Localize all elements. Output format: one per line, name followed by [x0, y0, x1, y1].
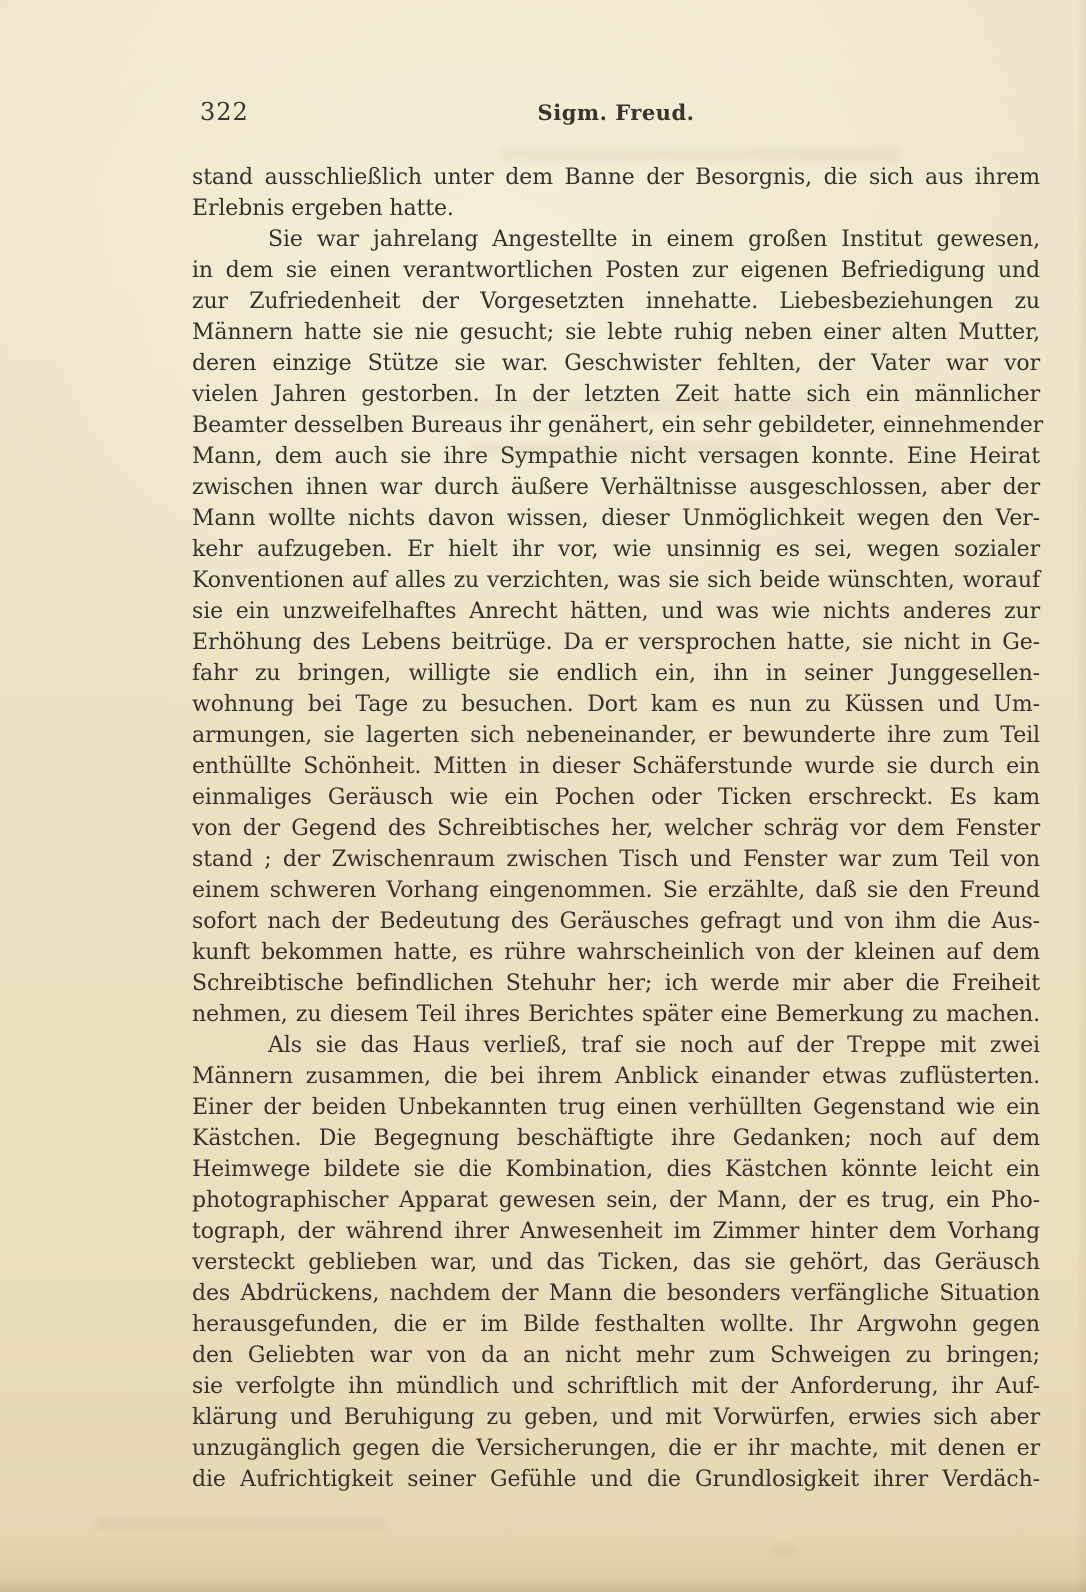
bleed-through-ghost [96, 1519, 386, 1530]
page-header [192, 98, 1040, 128]
scan-edge-bottom [0, 1578, 1086, 1592]
text-line: Sie war jahrelang Angestellte in einem großen Institut gewesen, [268, 227, 1040, 252]
text-line: wohnung bei Tage zu besuchen. Dort kam es nun zu Küssen und Um- [192, 692, 1040, 717]
running-title: Sigm. Freud. [537, 100, 695, 125]
text-line: stand ausschließlich unter dem Banne der Besorgnis, die sich aus ihrem [192, 165, 1040, 190]
text-line: tograph, der während ihrer Anwesenheit im Zimmer hinter dem Vorhang [192, 1219, 1040, 1244]
text-line: Erhöhung des Lebens beitrüge. Da er versprochen hatte, sie nicht in Ge- [192, 630, 1040, 655]
text-line: stand ; der Zwischenraum zwischen Tisch und Fenster war zum Teil von [192, 847, 1040, 872]
text-line: photographischer Apparat gewesen sein, der Mann, der es trug, ein Pho- [192, 1188, 1040, 1213]
text-line: versteckt geblieben war, und das Ticken, das sie gehört, das Geräusch [192, 1250, 1040, 1275]
text-line: die Aufrichtigkeit seiner Gefühle und die Grundlosigkeit ihrer Verdäch- [192, 1467, 1040, 1492]
text-line: fahr zu bringen, willigte sie endlich ein, ihn in seiner Junggesellen- [192, 661, 1040, 686]
text-line: Erlebnis ergeben hatte. [192, 196, 454, 221]
text-line: einmaliges Geräusch wie ein Pochen oder Ticken erschreckt. Es kam [192, 785, 1040, 810]
text-line: sie ein unzweifelhaftes Anrecht hätten, und was wie nichts anderes zur [192, 599, 1040, 624]
text-line: kehr aufzugeben. Er hielt ihr vor, wie unsinnig es sei, wegen sozialer [192, 537, 1040, 562]
text-line: den Geliebten war von da an nicht mehr zum Schweigen zu bringen; [192, 1343, 1040, 1368]
text-line: sofort nach der Bedeutung des Geräusches gefragt und von ihm die Aus- [192, 909, 1040, 934]
text-line: Als sie das Haus verließ, traf sie noch auf der Treppe mit zwei [268, 1033, 1040, 1058]
text-line: Männern zusammen, die bei ihrem Anblick einander etwas zuflüsterten. [192, 1064, 1040, 1089]
text-line: kunft bekommen hatte, es rühre wahrscheinlich von der kleinen auf dem [192, 940, 1040, 965]
text-line: des Abdrückens, nachdem der Mann die besonders verfängliche Situation [192, 1281, 1040, 1306]
text-line: klärung und Beruhigung zu geben, und mit Vorwürfen, erwies sich aber [192, 1405, 1040, 1430]
text-line: enthüllte Schönheit. Mitten in dieser Schäferstunde wurde sie durch ein [192, 754, 1040, 779]
body-text [192, 162, 1044, 1495]
page-number: 322 [200, 98, 249, 126]
text-line: Heimwege bildete sie die Kombination, dies Kästchen könnte leicht ein [192, 1157, 1040, 1182]
text-line: armungen, sie lagerten sich nebeneinander, er bewunderte ihre zum Teil [192, 723, 1040, 748]
text-line: Mann, dem auch sie ihre Sympathie nicht versagen konnte. Eine Heirat [192, 444, 1040, 469]
text-line: herausgefunden, die er im Bilde festhalten wollte. Ihr Argwohn gegen [192, 1312, 1040, 1337]
text-line: unzugänglich gegen die Versicherungen, die er ihr machte, mit denen er [192, 1436, 1040, 1461]
text-line: Konventionen auf alles zu verzichten, was sie sich beide wünschten, worauf [192, 568, 1040, 593]
text-line: Männern hatte sie nie gesucht; sie lebte ruhig neben einer alten Mutter, [192, 320, 1040, 345]
text-line: deren einzige Stütze sie war. Geschwister fehlten, der Vater war vor [192, 351, 1040, 376]
scan-edge-right [1076, 0, 1086, 1592]
text-line: Mann wollte nichts davon wissen, dieser Unmöglichkeit wegen den Ver- [192, 506, 1040, 531]
text-line: sie verfolgte ihn mündlich und schriftlich mit der Anforderung, ihr Auf- [192, 1374, 1040, 1399]
text-line: vielen Jahren gestorben. In der letzten Zeit hatte sich ein männlicher [192, 382, 1040, 407]
bleed-through-ghost [770, 1545, 796, 1555]
text-line: von der Gegend des Schreibtisches her, welcher schräg vor dem Fenster [192, 816, 1040, 841]
text-line: Kästchen. Die Begegnung beschäftigte ihre Gedanken; noch auf dem [192, 1126, 1040, 1151]
text-line: zur Zufriedenheit der Vorgesetzten innehatte. Liebesbeziehungen zu [192, 289, 1040, 314]
text-line: zwischen ihnen war durch äußere Verhältnisse ausgeschlossen, aber der [192, 475, 1040, 500]
text-line: Beamter desselben Bureaus ihr genähert, ein sehr gebildeter, einnehmender [192, 413, 1044, 438]
text-line: Schreibtische befindlichen Stehuhr her; ich werde mir aber die Freiheit [192, 971, 1040, 996]
text-line: einem schweren Vorhang eingenommen. Sie erzählte, daß sie den Freund [192, 878, 1040, 903]
text-line: nehmen, zu diesem Teil ihres Berichtes später eine Bemerkung zu machen. [192, 1002, 1040, 1027]
bleed-through-ghost [500, 148, 900, 161]
text-line: in dem sie einen verantwortlichen Posten zur eigenen Befriedigung und [192, 258, 1040, 283]
text-line: Einer der beiden Unbekannten trug einen verhüllten Gegenstand wie ein [192, 1095, 1040, 1120]
